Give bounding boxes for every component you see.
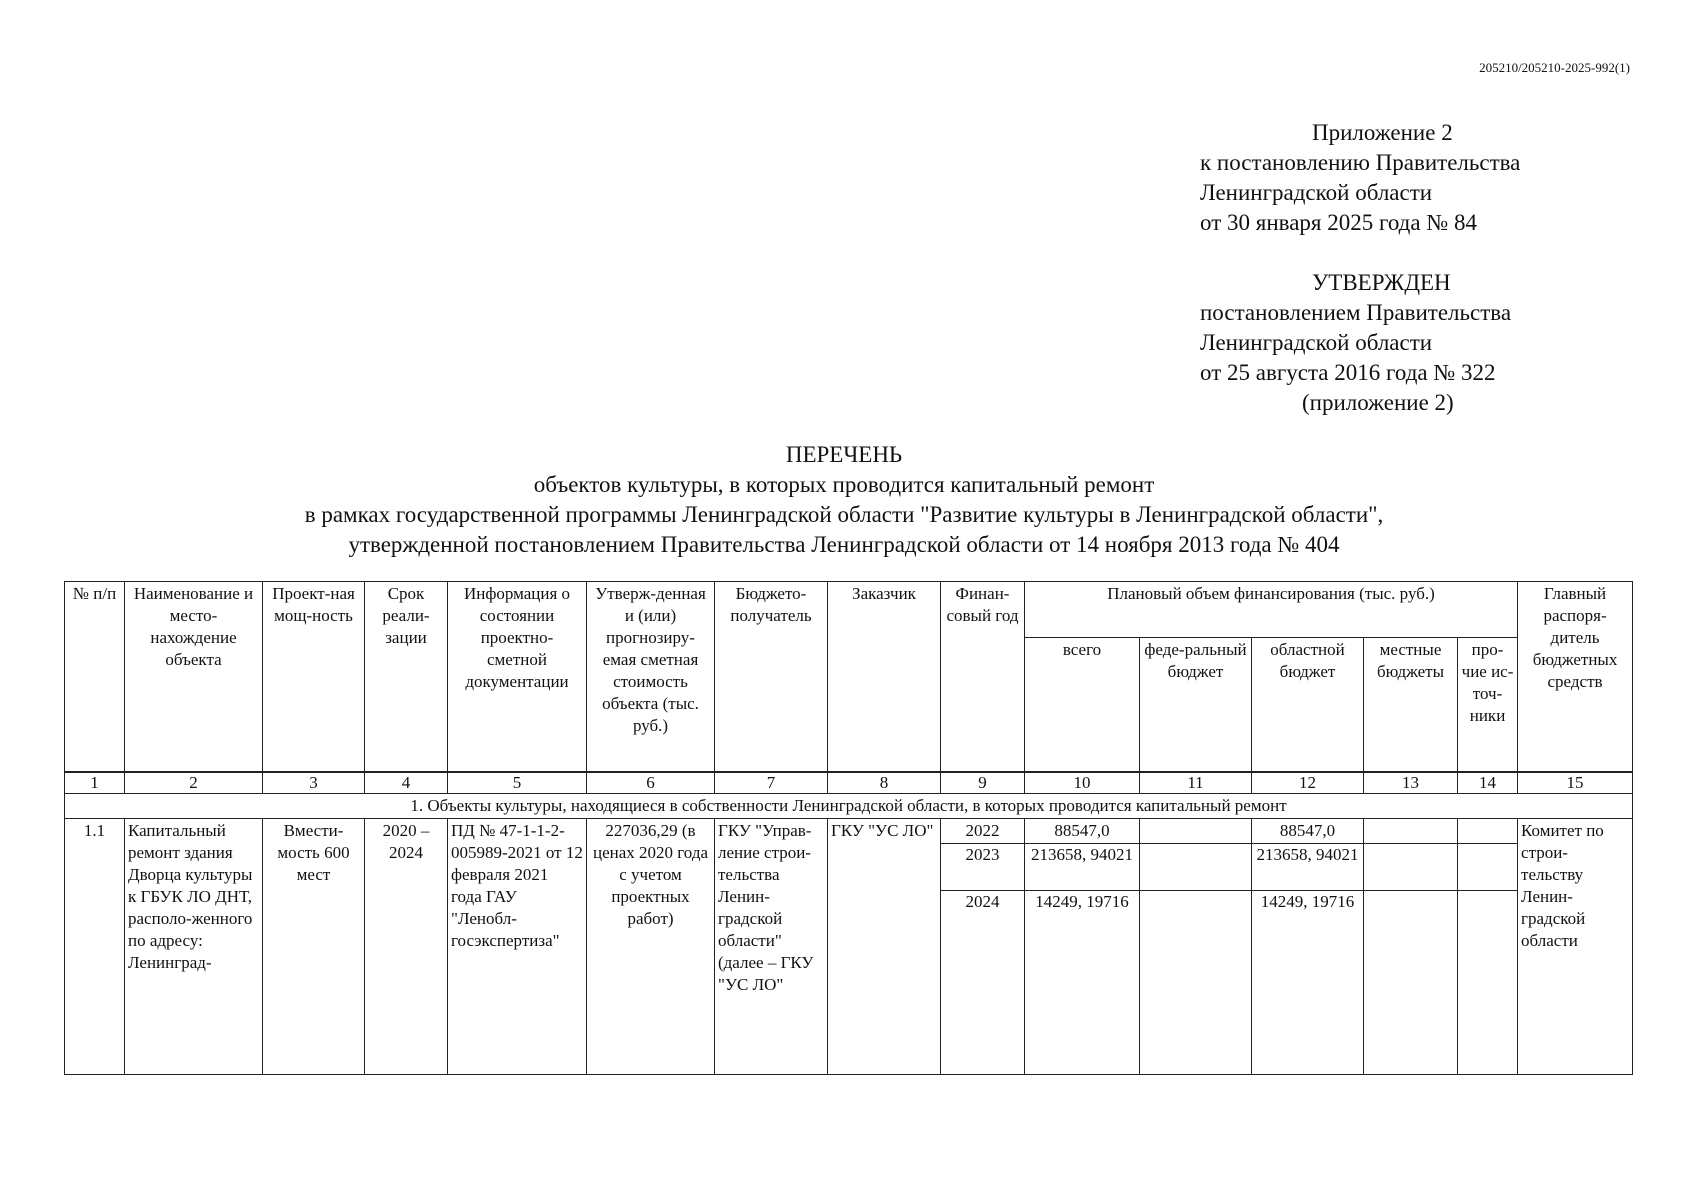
column-number: 1 [65,772,125,794]
row-totals [1025,818,1140,1074]
header-year: Финан-совый год [941,582,1025,772]
column-number: 15 [1518,772,1633,794]
document-id: 205210/205210-2025-992(1) [1479,60,1630,75]
row-capacity: Вмести-мость 600 мест [263,818,365,1074]
title-line: в рамках государственной программы Ленинградской области "Развитие культуры в Ленинградской области", [304,502,1384,527]
header-local: местные бюджеты [1364,638,1458,772]
approval-line: УТВЕРЖДЕН [1312,270,1451,295]
local-2022 [1364,820,1457,843]
row-customer: ГКУ "УС ЛО" [828,818,941,1074]
header-total: всего [1025,638,1140,772]
year-2022: 2022 [965,820,1000,840]
header-manager: Главный распоря-дитель бюджетных средств [1518,582,1633,772]
row-years [941,818,1025,1074]
column-number: 5 [448,772,587,794]
row-recipient: ГКУ "Управ-ление строи-тельства Ленин-градской области" (далее – ГКУ "УС ЛО" [715,818,828,1074]
header-federal: феде-ральный бюджет [1140,638,1252,772]
approval-line: Ленинградской области [1200,330,1433,355]
header-docs: Информация о состоянии проектно-сметной документации [448,582,587,772]
column-number: 4 [365,772,448,794]
regional-2024: 14249, 19716 [1252,890,1363,913]
header-num: № п/п [65,582,125,772]
appendix-line: к постановлению Правительства [1200,150,1521,175]
local-2023 [1364,843,1457,890]
regional-2022: 88547,0 [1279,820,1336,840]
row-manager: Комитет по строи-тельству Ленин-градской области [1518,818,1633,1074]
row-docs-info: ПД № 47-1-1-2-005989-2021 от 12 февраля 2021 года ГАУ "Ленобл-госэкспертиза" [448,818,587,1074]
column-number: 12 [1252,772,1364,794]
total-2024: 14249, 19716 [1025,890,1139,913]
column-number: 6 [587,772,715,794]
row-local [1364,818,1458,1074]
total-2022: 88547,0 [1054,820,1110,840]
header-recipient: Бюджето-получатель [715,582,828,772]
row-other [1458,818,1518,1074]
title-line: объектов культуры, в которых проводится капитальный ремонт [533,472,1155,497]
header-period: Срок реали-зации [365,582,448,772]
approval-block [1200,268,1620,418]
appendix-line: Приложение 2 [1312,120,1453,145]
objects-table [64,581,1632,1075]
row-period: 2020 – 2024 [365,818,448,1074]
column-number: 8 [828,772,941,794]
title-line: утвержденной постановлением Правительства Ленинградской области от 14 ноября 2013 года № 404 [348,532,1340,557]
year-2024: 2024 [941,890,1024,913]
federal-2023 [1140,843,1251,890]
regional-2023: 213658, 94021 [1252,843,1363,890]
local-2024 [1364,890,1457,891]
column-number: 7 [715,772,828,794]
approval-line: от 25 августа 2016 года № 322 [1200,360,1496,385]
federal-2022 [1140,820,1251,843]
row-object-name: Капитальный ремонт здания Дворца культуры к ГБУК ЛО ДНТ, располо-женного по адресу: Ленинград- [125,818,263,1074]
column-number: 3 [263,772,365,794]
row-num: 1.1 [65,818,125,1074]
other-2022 [1458,820,1517,843]
appendix-line: Ленинградской области [1200,180,1433,205]
year-2023: 2023 [941,843,1024,890]
column-number: 13 [1364,772,1458,794]
column-number: 2 [125,772,263,794]
approval-line: постановлением Правительства [1200,300,1512,325]
appendix-line: от 30 января 2025 года № 84 [1200,210,1478,235]
header-name: Наименование и место-нахождение объекта [125,582,263,772]
appendix-block [1200,118,1620,238]
other-2023 [1458,843,1517,890]
column-number: 11 [1140,772,1252,794]
header-customer: Заказчик [828,582,941,772]
federal-2024 [1140,890,1251,891]
row-regional [1252,818,1364,1074]
header-regional: областной бюджет [1252,638,1364,772]
row-federal [1140,818,1252,1074]
column-number: 9 [941,772,1025,794]
header-capacity: Проект-ная мощ-ность [263,582,365,772]
title-line: ПЕРЕЧЕНЬ [785,442,903,467]
total-2023: 213658, 94021 [1025,843,1139,890]
header-financing-group: Плановый объем финансирования (тыс. руб.) [1025,582,1518,638]
approval-line: (приложение 2) [1302,390,1454,415]
header-other: про-чие ис-точ-ники [1458,638,1518,772]
column-number: 10 [1025,772,1140,794]
document-title [0,440,1688,560]
section-title: 1. Объекты культуры, находящиеся в собственности Ленинградской области, в которых проводится капитальный ремонт [65,793,1633,818]
row-cost: 227036,29 (в ценах 2020 года с учетом проектных работ) [587,818,715,1074]
other-2024 [1458,890,1517,891]
column-number: 14 [1458,772,1518,794]
header-cost: Утверж-денная и (или) прогнозиру-емая сметная стоимость объекта (тыс. руб.) [587,582,715,772]
